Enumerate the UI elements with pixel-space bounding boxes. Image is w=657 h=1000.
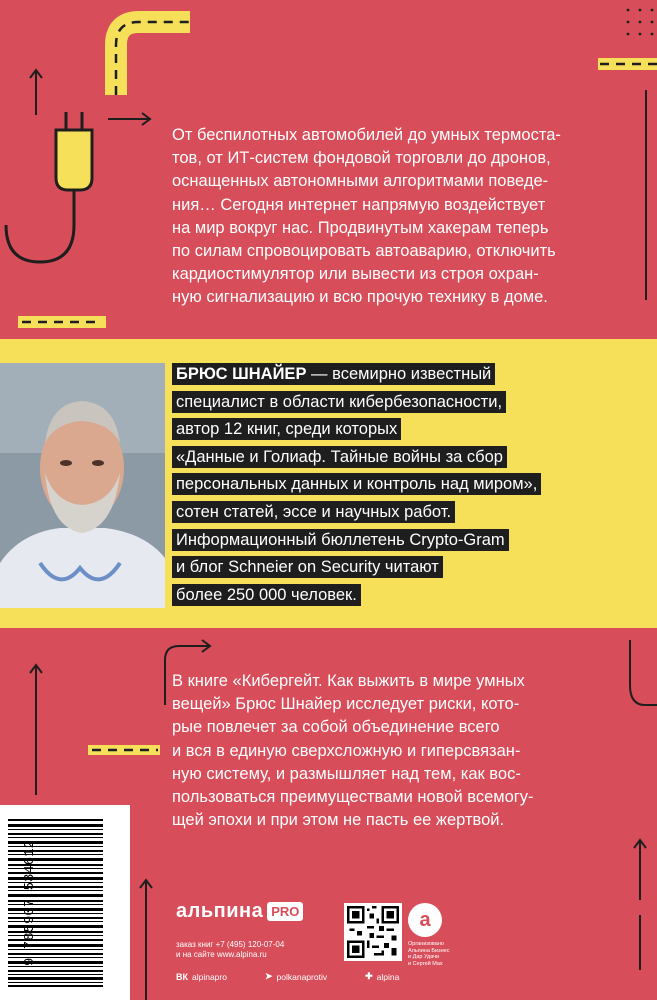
bio-line: автор 12 книг, среди которых (172, 418, 401, 440)
qr-code[interactable] (344, 903, 402, 961)
bottom-description (172, 670, 592, 832)
text-line: тов, от ИТ-систем фондовой торговли до дронов, (172, 149, 551, 168)
publisher-name: альпина (176, 900, 264, 922)
social-handle: polkanaprotiv (276, 971, 328, 982)
bio-text: — всемирно известный (306, 365, 492, 383)
publisher-badge: PRO (267, 902, 303, 921)
social-links (176, 971, 399, 982)
sponsor-line: и Сергей Мах (408, 960, 443, 967)
sponsor-note (408, 941, 468, 967)
text-line: и вся в единую сверхсложную и гиперсвязан- (172, 741, 521, 760)
publisher-logo (176, 900, 303, 923)
bio-line: персональных данных и контроль над миром», (172, 473, 541, 495)
text-line: От беспилотных автомобилей до умных термоста- (172, 126, 561, 144)
social-handle: alpina (376, 971, 400, 982)
text-line: ния… Сегодня интернет напрямую воздействует (172, 195, 546, 214)
text-line: по силам спровоцировать автоаварию, отключить (172, 242, 556, 261)
barcode-icon (0, 805, 130, 1000)
text-line: вещей» Брюс Шнайер исследует риски, кото- (172, 695, 520, 714)
barcode-number: 9 785907 534612 (22, 839, 38, 967)
dot-grid-top (627, 9, 654, 36)
text-line: щей эпохи и при этом не пасть ее жертвой. (172, 811, 505, 830)
plug-icon (56, 130, 92, 190)
bio-line: «Данные и Голиаф. Тайные войны за сбор (172, 446, 507, 468)
top-description (172, 124, 622, 310)
social-telegram[interactable] (265, 971, 327, 982)
text-line: на мир вокруг нас. Продвинутым хакерам теперь (172, 218, 549, 237)
bio-line: сотен статей, эссе и научных работ. (172, 501, 455, 523)
bio-line: и блог Schneier on Security читают (172, 556, 443, 578)
sponsor-line: и Дар Удачи (408, 954, 440, 960)
text-line: рые повлечет за собой объединение всего (172, 718, 500, 737)
author-portrait-icon (0, 363, 165, 608)
order-site: и на сайте www.alpina.ru (176, 950, 267, 959)
text-line: В книге «Кибергейт. Как выжить в мире умных (172, 672, 525, 690)
sponsor-line: Альпина Бизнес (408, 947, 450, 954)
vk-icon: ВК (176, 971, 188, 982)
text-line: ную систему, и размышляет над тем, как вос- (172, 764, 521, 783)
text-line: кардиостимулятор или вывести из строя охран- (172, 265, 539, 284)
text-line: пользоваться преимуществами новой всемогу- (172, 788, 534, 807)
text-line: оснащенных автономными алгоритмами поведе- (172, 172, 549, 191)
bio-line-first (172, 363, 495, 385)
sponsor-line: Организовано (408, 941, 444, 947)
author-bio (172, 361, 642, 609)
plug-cable (6, 190, 74, 262)
social-handle: alpinapro (192, 971, 227, 982)
barcode (0, 805, 130, 1000)
alpina-icon: ✚ (365, 971, 373, 981)
road-stripe-top (116, 22, 190, 95)
bio-line: более 250 000 человек. (172, 584, 361, 606)
order-phone: заказ книг +7 (495) 120-07-04 (176, 940, 285, 949)
bio-line: специалист в области кибербезопасности, (172, 391, 506, 413)
order-info (176, 940, 284, 960)
telegram-icon: ➤ (264, 971, 273, 981)
social-vk[interactable] (176, 971, 227, 982)
author-name: БРЮС ШНАЙЕР (176, 365, 307, 383)
text-line: ную сигнализацию и всю прочую технику в доме. (172, 288, 548, 307)
bio-line: Информационный бюллетень Crypto-Gram (172, 529, 509, 551)
qr-code-icon (347, 906, 399, 958)
alpina-logo-icon: a (408, 903, 442, 937)
author-photo (0, 363, 165, 608)
social-alpina[interactable] (365, 971, 399, 982)
circuit-curve-right (630, 640, 657, 705)
